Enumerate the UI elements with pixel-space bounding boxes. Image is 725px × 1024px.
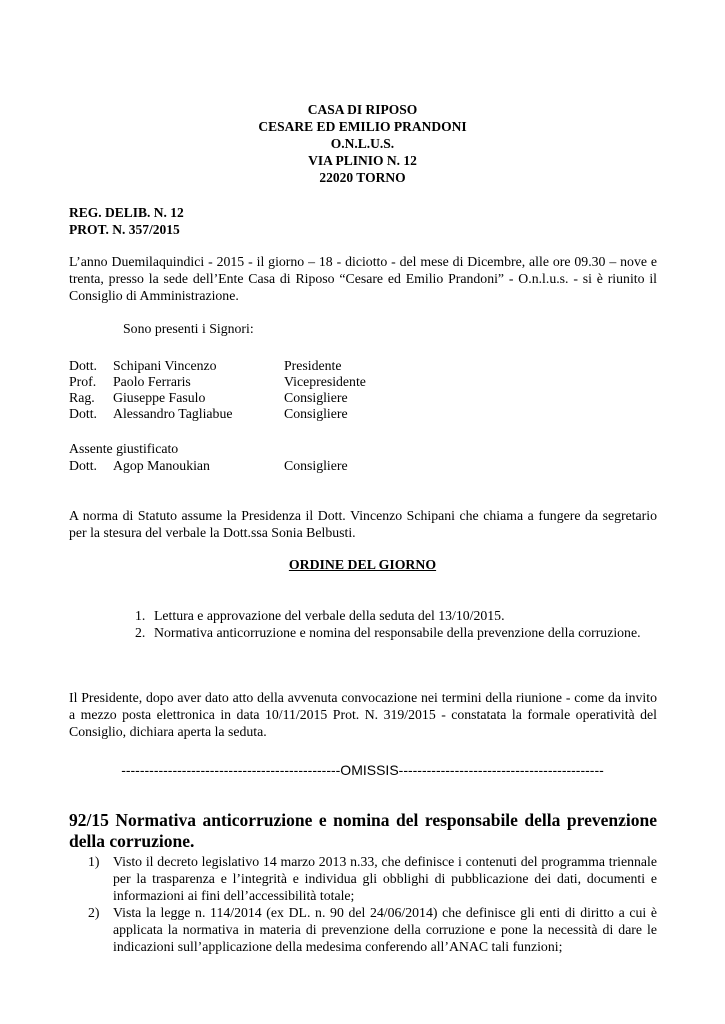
section-title: 92/15 Normativa anticorruzione e nomina del responsabile della prevenzione della corruzione. xyxy=(69,810,657,851)
reg-delib-number: REG. DELIB. N. 12 xyxy=(69,205,184,220)
header-line: 22020 TORNO xyxy=(319,170,406,185)
agenda-item-text: Lettura e approvazione del verbale della seduta del 13/10/2015. xyxy=(154,608,505,623)
member-title: Prof. xyxy=(69,374,97,389)
section-item-number: 1) xyxy=(88,854,100,869)
agenda-item-number: 2. xyxy=(135,625,146,640)
member-role: Consigliere xyxy=(284,458,348,473)
member-role: Presidente xyxy=(284,358,342,373)
member-title: Rag. xyxy=(69,390,95,405)
header-line: VIA PLINIO N. 12 xyxy=(308,153,417,168)
member-name: Alessandro Tagliabue xyxy=(113,406,233,421)
section-item-number: 2) xyxy=(88,905,100,920)
member-name: Giuseppe Fasulo xyxy=(113,390,206,405)
header-line: CASA DI RIPOSO xyxy=(307,102,418,117)
omissis-separator: -----------------------------------------------OMISSIS-------------------------------------------- xyxy=(121,762,604,778)
member-title: Dott. xyxy=(69,358,97,373)
member-role: Consigliere xyxy=(284,406,348,421)
section-item-text: Visto il decreto legislativo 14 marzo 2013 n.33, che definisce i contenuti del programma triennale per la trasparenza e l’integrità e individua gli obblighi di pubblicazione dei dati, documenti e informazioni ai fini dell’accessibilità totale; xyxy=(113,854,657,903)
absent-label: Assente giustificato xyxy=(69,441,179,456)
member-title: Dott. xyxy=(69,406,97,421)
member-title: Dott. xyxy=(69,458,97,473)
agenda-item-text: Normativa anticorruzione e nomina del responsabile della prevenzione della corruzione. xyxy=(154,625,641,640)
member-name: Agop Manoukian xyxy=(113,458,210,473)
institution-header xyxy=(0,101,725,186)
agenda-item-number: 1. xyxy=(135,608,146,623)
section-item-text: Vista la legge n. 114/2014 (ex DL. n. 90 del 24/06/2014) che definisce gli enti di diritto a cui è applicata la normativa in materia di prevenzione della corruzione e pone la necessità di dare le indicazioni sull’applicazione della medesima conferendo all’ANAC tali funzioni; xyxy=(113,905,657,954)
header-line: CESARE ED EMILIO PRANDONI xyxy=(258,119,467,134)
intro-paragraph: L’anno Duemilaquindici - 2015 - il giorno – 18 - diciotto - del mese di Dicembre, alle ore 09.30 – nove e trenta, presso la sede dell’Ente Casa di Riposo “Cesare ed Emilio Prandoni” - O.n.l.u.s. - si è riunito il Consiglio di Amministrazione. xyxy=(69,254,657,303)
agenda-title: ORDINE DEL GIORNO xyxy=(288,557,437,572)
presidency-paragraph: A norma di Statuto assume la Presidenza il Dott. Vincenzo Schipani che chiama a fungere da segretario per la stesura del verbale la Dott.ssa Sonia Belbusti. xyxy=(69,508,657,540)
member-role: Vicepresidente xyxy=(284,374,366,389)
protocol-number: PROT. N. 357/2015 xyxy=(69,222,180,237)
member-role: Consigliere xyxy=(284,390,348,405)
member-name: Schipani Vincenzo xyxy=(113,358,217,373)
member-name: Paolo Ferraris xyxy=(113,374,191,389)
president-paragraph: Il Presidente, dopo aver dato atto della avvenuta convocazione nei termini della riunione - come da invito a mezzo posta elettronica in data 10/11/2015 Prot. N. 319/2015 - constatata la formale operatività del Consiglio, dichiara aperta la seduta. xyxy=(69,690,657,739)
registration-block xyxy=(69,204,184,238)
present-label: Sono presenti i Signori: xyxy=(123,321,254,336)
header-line: O.N.L.U.S. xyxy=(330,136,395,151)
